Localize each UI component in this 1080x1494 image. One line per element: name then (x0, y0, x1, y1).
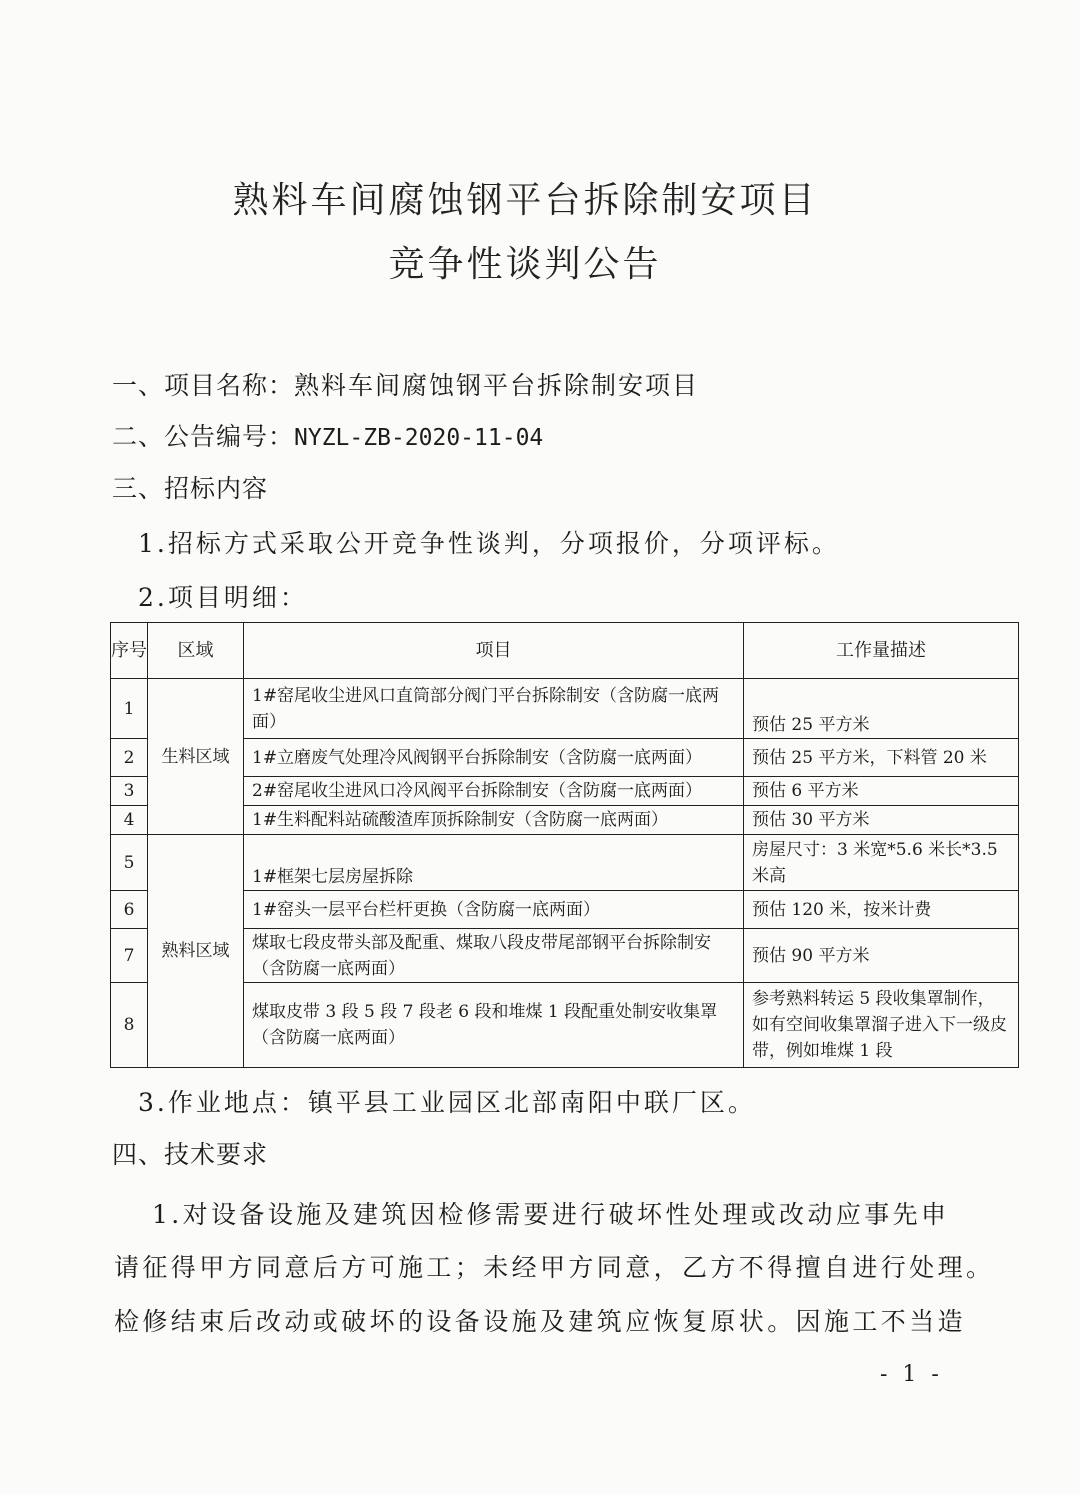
row-seq: 7 (111, 929, 148, 983)
section-notice-number (112, 417, 543, 453)
tech-paragraph-line2: 请征得甲方同意后方可施工；未经甲方同意，乙方不得擅自进行处理。 (114, 1253, 995, 1282)
row-project: 1#窑头一层平台栏杆更换（含防腐一底两面） (244, 891, 744, 929)
project-detail-table (110, 622, 1019, 1068)
section-technical-requirements: 四、技术要求 (112, 1140, 269, 1169)
row-seq: 1 (111, 679, 148, 739)
section-label: 一、项目名称： (112, 371, 295, 400)
table-row (111, 806, 1019, 835)
header-desc: 工作量描述 (744, 623, 1019, 679)
project-detail-label: 2.项目明细： (138, 583, 308, 612)
table-row (111, 739, 1019, 777)
bid-method-paragraph: 1.招标方式采取公开竞争性谈判，分项报价，分项评标。 (138, 529, 840, 558)
row-project: 2#窑尾收尘进风口冷风阀平台拆除制安（含防腐一底两面） (244, 777, 744, 806)
section-bid-content: 三、招标内容 (112, 474, 269, 503)
table-row (111, 929, 1019, 983)
row-desc: 预估 120 米，按米计费 (744, 891, 1019, 929)
header-area: 区域 (148, 623, 244, 679)
row-desc: 预估 25 平方米 (744, 679, 1019, 739)
row-seq: 4 (111, 806, 148, 835)
table-header-row (111, 623, 1019, 679)
row-project: 煤取七段皮带头部及配重、煤取八段皮带尾部钢平台拆除制安（含防腐一底两面） (244, 929, 744, 983)
document-title: 熟料车间腐蚀钢平台拆除制安项目 (232, 180, 818, 221)
table-row (111, 679, 1019, 739)
section-label: 二、公告编号： (112, 422, 295, 451)
project-name-value: 熟料车间腐蚀钢平台拆除制安项目 (294, 371, 700, 400)
table-row (111, 835, 1019, 891)
header-seq: 序号 (111, 623, 148, 679)
section-project-name (112, 366, 699, 402)
row-seq: 8 (111, 983, 148, 1068)
row-seq: 6 (111, 891, 148, 929)
area-raw-material: 生料区域 (148, 679, 244, 835)
row-project: 煤取皮带 3 段 5 段 7 段老 6 段和堆煤 1 段配重处制安收集罩（含防腐一底两面） (244, 983, 744, 1068)
table-row (111, 777, 1019, 806)
row-seq: 2 (111, 739, 148, 777)
row-project: 1#窑尾收尘进风口直筒部分阀门平台拆除制安（含防腐一底两面） (244, 679, 744, 739)
row-desc: 参考熟料转运 5 段收集罩制作，如有空间收集罩溜子进入下一级皮带，例如堆煤 1 段 (744, 983, 1019, 1068)
document-subtitle: 竞争性谈判公告 (388, 244, 662, 285)
row-desc: 预估 90 平方米 (744, 929, 1019, 983)
notice-number-value: NYZL-ZB-2020-11-04 (294, 425, 544, 451)
header-project: 项目 (244, 623, 744, 679)
table-row (111, 983, 1019, 1068)
row-desc: 预估 30 平方米 (744, 806, 1019, 835)
row-project: 1#框架七层房屋拆除 (244, 835, 744, 891)
work-location-paragraph: 3.作业地点：镇平县工业园区北部南阳中联厂区。 (138, 1088, 756, 1117)
tech-paragraph-line3: 检修结束后改动或破坏的设备设施及建筑应恢复原状。因施工不当造 (114, 1307, 967, 1336)
row-desc: 预估 25 平方米，下料管 20 米 (744, 739, 1019, 777)
row-seq: 3 (111, 777, 148, 806)
area-clinker: 熟料区域 (148, 835, 244, 1068)
tech-paragraph-line1: 1.对设备设施及建筑因检修需要进行破坏性处理或改动应事先申 (152, 1200, 950, 1229)
row-desc: 房屋尺寸：3 米宽*5.6 米长*3.5 米高 (744, 835, 1019, 891)
row-project: 1#立磨废气处理冷风阀钢平台拆除制安（含防腐一底两面） (244, 739, 744, 777)
table-row (111, 891, 1019, 929)
row-desc: 预估 6 平方米 (744, 777, 1019, 806)
row-seq: 5 (111, 835, 148, 891)
row-project: 1#生料配料站硫酸渣库顶拆除制安（含防腐一底两面） (244, 806, 744, 835)
page-number: - 1 - (880, 1362, 943, 1387)
